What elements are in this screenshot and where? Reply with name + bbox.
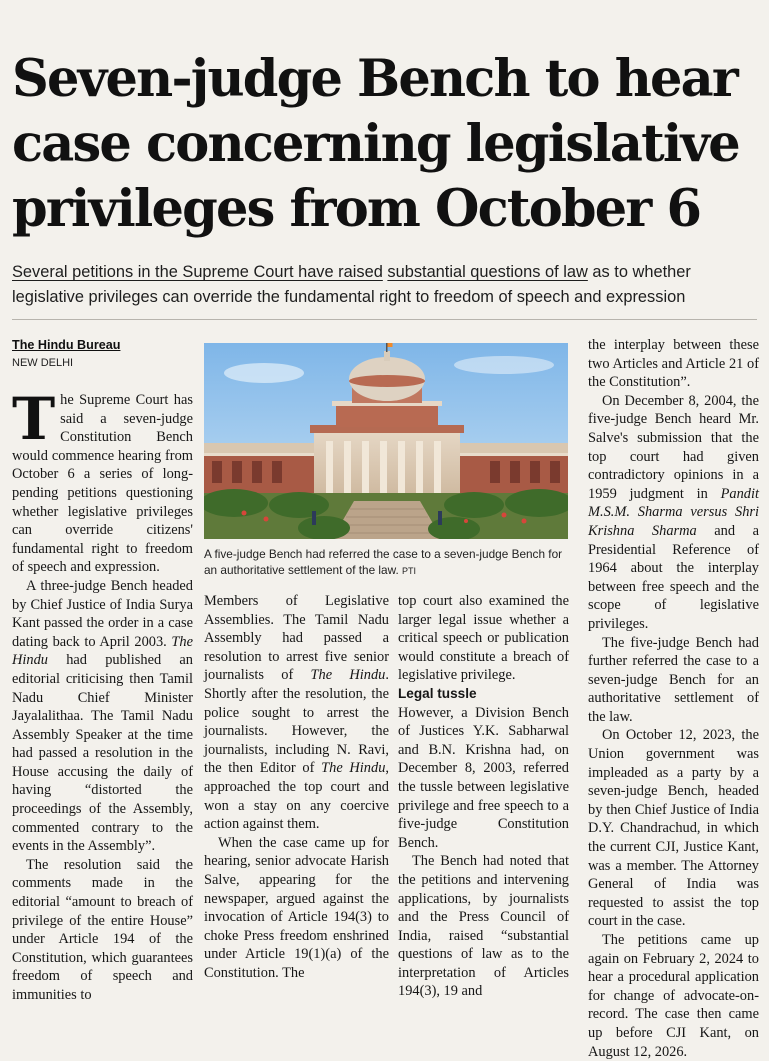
paragraph-text: had published an editorial criticising then Tamil Nadu Chief Minister Jayalalithaa. The Tamil Nadu Assembly Speaker at the time had passed a resolution in the House accusing the daily of having “distorted the proceedings of the Assembly, commented contrary to the events in the Assembly”. (12, 652, 193, 855)
headline: Seven-judge Bench to hear case concerning legislative privileges from October 6 (12, 49, 739, 239)
paragraph-text: A three-judge Bench headed by Chief Justice of India Surya Kant passed the order in a case dating back to April 2003. (12, 577, 193, 650)
paragraph-text: . Shortly after the resolution, the police sought to arrest the journalists. However, the journalists, including N. Ravi, the then Editor of (204, 667, 389, 777)
paragraph (12, 577, 193, 856)
deck-text-3: as to whether legislative privileges can override the fundamental right to freedom of speech and expression (12, 263, 691, 306)
divider (12, 319, 757, 320)
paragraph-text: Members of Legislative Assemblies. The Tamil Nadu Assembly had passed a resolution to arrest five senior journalists of (204, 593, 389, 684)
paragraph (204, 592, 389, 834)
paragraph: The five-judge Bench had further referred the case to a seven-judge Bench for an authoritative settlement of the law. (588, 634, 759, 725)
paragraph: When the case came up for hearing, senior advocate Harish Salve, appearing for the newspaper, argued against the invocation of Article 194(3) to choke Press freedom enshrined under Article 19(1)(a) of the Constitution. The (204, 834, 389, 981)
paragraph-text: he Supreme Court has said a seven-judge Constitution Bench would commence hearing from October 6 a series of long-pending petitions questioning whether legislative privileges can override citizens' fundamental right to freedom of speech and expression. (12, 392, 193, 576)
byline: The Hindu Bureau (12, 338, 121, 352)
newspaper-name: The Hindu (12, 633, 193, 669)
case-name: Pandit M.S.M. Sharma versus Shri Krishna Sharma (588, 485, 759, 539)
paragraph: top court also examined the larger legal issue whether a critical speech or publication would constitute a breach of legislative privilege. (398, 593, 569, 684)
column-3 (398, 592, 569, 1001)
drop-cap: T (12, 385, 56, 453)
newspaper-name: The Hindu (310, 667, 386, 684)
paragraph-text: , approached the top court and won a stay on any coercive action against them. (204, 760, 389, 833)
paragraph-text: and a Presidential Reference of 1964 about the interplay between free speech and the scope of legislative privileges. (588, 522, 759, 632)
paragraph: The petitions came up again on February 2, 2024 to hear a procedural application for change of advocate-on-record. The case then came up before CJI Kant, on August 12, 2026. (588, 932, 759, 1060)
newspaper-name: The Hindu (321, 760, 386, 777)
column-4 (588, 336, 759, 1061)
column-1 (12, 385, 193, 1005)
paragraph-text: On December 8, 2004, the five-judge Bench heard Mr. Salve's submission that the top court had given contradictory opinions in a 1959 judgment in (588, 392, 759, 502)
photo-credit: PTI (402, 566, 417, 576)
paragraph: the interplay between these two Articles and Article 21 of the Constitution”. (588, 337, 759, 391)
deck-text-1: Several petitions in the Supreme Court have raised (12, 263, 383, 281)
caption-text: A five-judge Bench had referred the case to a seven-judge Bench for an authoritative settlement of the law. (204, 547, 563, 577)
supreme-court-building-image (204, 343, 568, 539)
subheading: Legal tussle (398, 685, 477, 701)
dateline: NEW DELHI (12, 357, 74, 369)
paragraph: The resolution said the comments made in the editorial “amount to breach of privilege of the entire House” under Article 194 of the Constitution, which guarantees freedom of speech and immunities to (12, 856, 193, 1003)
column-2 (204, 592, 389, 982)
paragraph: The Bench had noted that the petitions and intervening applications, by journalists and the Press Council of India, raised “substantial questions of law as to the interpretation of Articles 194(3), 19 and (398, 853, 569, 1000)
supreme-court-photo (204, 343, 568, 539)
paragraph: On October 12, 2023, the Union government was impleaded as a party by a seven-judge Bench, headed by then Chief Justice of India D.Y. Chandrachud, in which the current CJI, Justice Kant, was a member. The Attorney General of India was requested to assist the top court in the case. (588, 727, 759, 930)
photo-caption (204, 546, 574, 579)
deck-text-2: substantial questions of law (387, 263, 588, 281)
paragraph (588, 392, 759, 634)
paragraph: However, a Division Bench of Justices Y.K. Sabharwal and B.N. Krishna had, on December 8, 2003, referred the tussle between legislative privilege and free speech to a five-judge Constitution Bench. (398, 704, 569, 851)
deck (12, 260, 762, 310)
paragraph (12, 385, 193, 577)
